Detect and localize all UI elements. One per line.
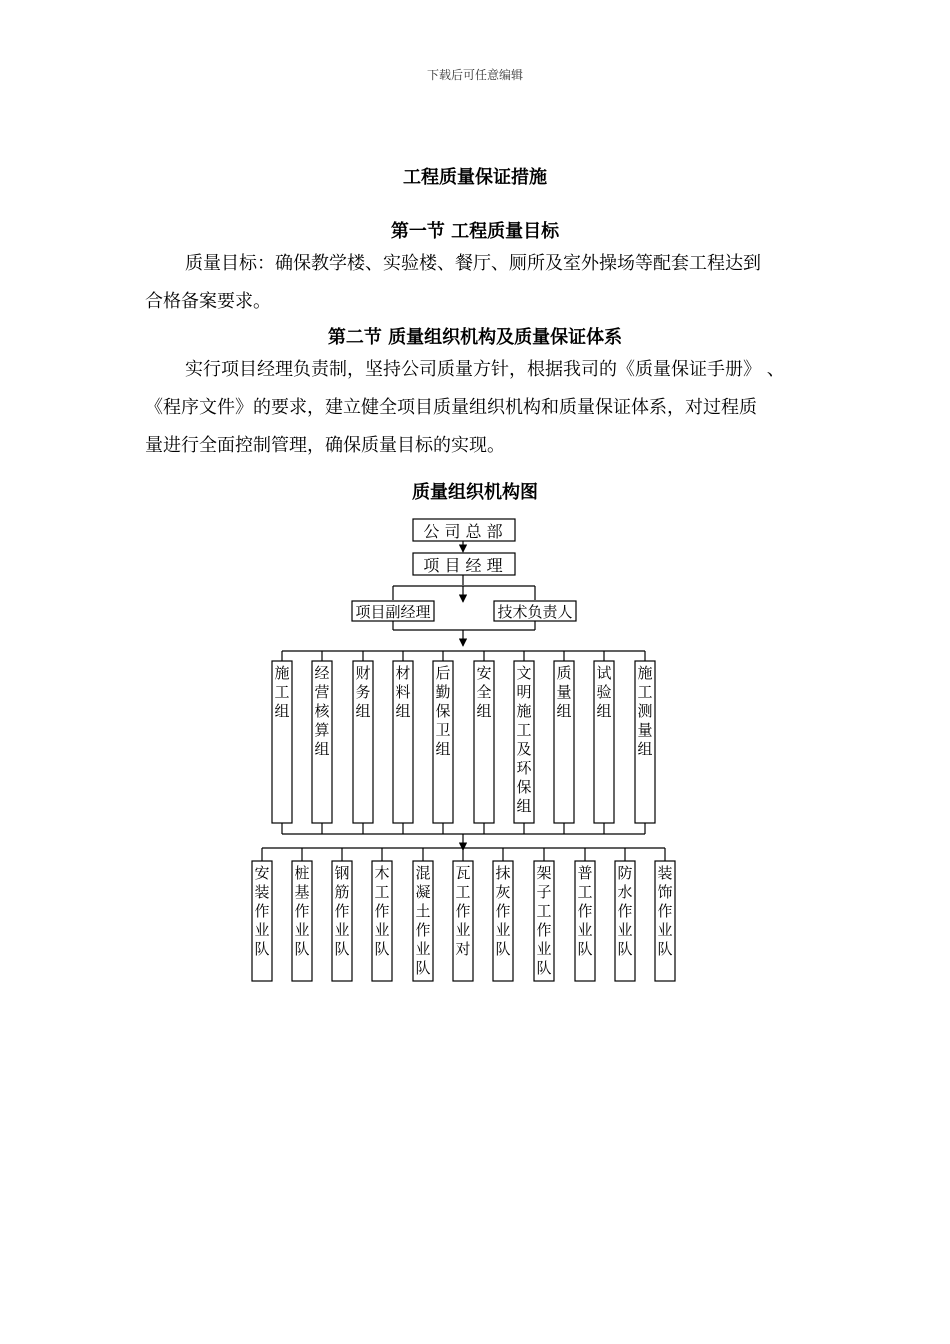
header-note: 下载后可任意编辑 (426, 68, 523, 82)
section1-heading: 第一节 工程质量目标 (390, 221, 560, 242)
node-team-label: 瓦工作业对 (455, 864, 471, 958)
node-group-label: 质量组 (556, 664, 572, 720)
node-team-label: 装饰作业队 (657, 864, 673, 958)
node-group-label: 试验组 (596, 664, 612, 720)
node-group-label: 材料组 (395, 664, 411, 720)
node-group-label: 经营核算组 (314, 664, 330, 758)
section1-line1: 质量目标：确保教学楼、实验楼、餐厅、厕所及室外操场等配套工程达到 (185, 253, 761, 274)
node-team-label: 钢筋作业队 (334, 864, 350, 958)
node-project-manager-label: 项 目 经 理 (423, 556, 503, 575)
node-group-label: 安全组 (476, 664, 492, 720)
section2-heading: 第二节 质量组织机构及质量保证体系 (327, 327, 623, 348)
node-deputy-manager-label: 项目副经理 (355, 603, 431, 621)
section1-line2: 合格备案要求。 (145, 291, 271, 312)
document-title: 工程质量保证措施 (403, 167, 547, 188)
section2-line3: 量进行全面控制管理，确保质量目标的实现。 (145, 435, 505, 456)
node-tech-lead-label: 技术负责人 (497, 603, 573, 621)
node-team-label: 防水作业队 (617, 864, 633, 958)
node-team-label: 抹灰作业队 (495, 864, 511, 958)
node-group-label: 施工测量组 (637, 664, 653, 758)
section2-line1: 实行项目经理负责制，坚持公司质量方针，根据我司的《质量保证手册》 、 (185, 359, 785, 380)
node-group-label: 施工组 (274, 664, 290, 720)
node-team-label: 桩基作业队 (294, 864, 310, 958)
node-team-label: 木工作业队 (374, 864, 390, 958)
node-team-label: 安装作业队 (254, 864, 270, 958)
node-team-label: 混凝土作业队 (415, 864, 431, 977)
node-company-hq-label: 公 司 总 部 (423, 522, 503, 541)
node-group-label: 财务组 (355, 664, 371, 720)
node-team-label: 架子工作业队 (536, 864, 552, 977)
section2-line2: 《程序文件》的要求，建立健全项目质量组织机构和质量保证体系，对过程质 (145, 397, 757, 418)
org-chart-title: 质量组织机构图 (412, 482, 538, 503)
node-team-label: 普工作业队 (577, 864, 593, 958)
node-group-label: 后勤保卫组 (435, 664, 451, 758)
node-group-label: 文明施工及环保组 (516, 664, 532, 815)
